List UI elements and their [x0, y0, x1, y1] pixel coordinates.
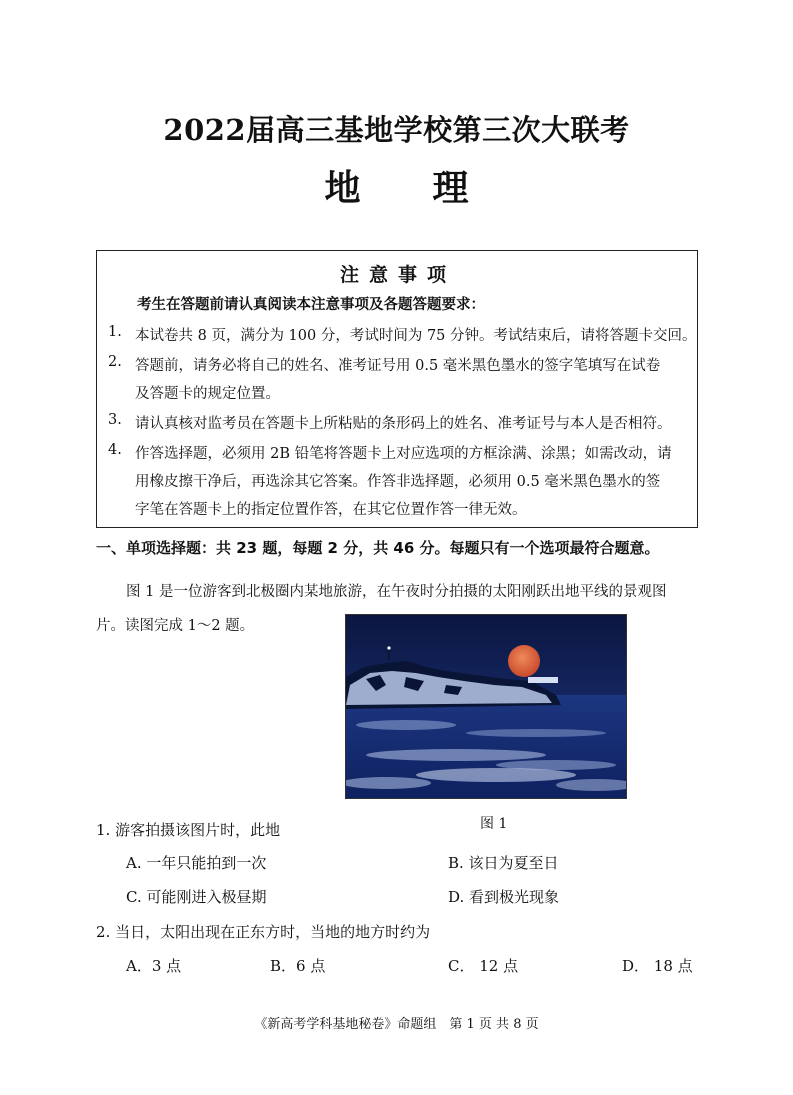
- question-option: B. 该日为夏至日: [448, 854, 559, 872]
- notice-item-text: 及答题卡的规定位置。: [135, 386, 280, 402]
- page-footer: 《新高考学科基地秘卷》命题组 第 1 页 共 8 页: [254, 1017, 539, 1032]
- question-option: A．3 点: [126, 957, 182, 975]
- exam-title: 2022届高三基地学校第三次大联考: [163, 113, 630, 147]
- question-option: D． 18 点: [622, 957, 693, 975]
- question-stem: 1. 游客拍摄该图片时，此地: [96, 821, 281, 839]
- notice-item-number: 1.: [108, 324, 122, 340]
- intro-paragraph-line: 图 1 是一位游客到北极圈内某地旅游，在午夜时分拍摄的太阳刚跃出地平线的景观图: [126, 584, 667, 600]
- question-option: B．6 点: [270, 957, 326, 975]
- notice-item-text: 请认真核对监考员在答题卡上所粘贴的条形码上的姓名、准考证号与本人是否相符。: [135, 416, 672, 432]
- question-option: C． 12 点: [448, 957, 519, 975]
- notice-intro: 考生在答题前请认真阅读本注意事项及各题答题要求：: [137, 296, 485, 313]
- notice-heading: 注意事项: [339, 264, 456, 286]
- notice-item-number: 4.: [108, 442, 122, 458]
- question-option: A. 一年只能拍到一次: [126, 854, 267, 872]
- figure-1-photo: [345, 614, 627, 799]
- notice-item-text: 作答选择题，必须用 2B 铅笔将答题卡上对应选项的方框涂满、涂黑；如需改动，请: [135, 446, 672, 462]
- notice-item-text: 本试卷共 8 页，满分为 100 分，考试时间为 75 分钟。考试结束后，请将答题卡交回。: [135, 328, 697, 344]
- subject-title: 地 理: [324, 167, 469, 209]
- question-stem: 2. 当日，太阳出现在正东方时，当地的地方时约为: [96, 923, 431, 941]
- section-heading: 一、单项选择题：共 23 题，每题 2 分，共 46 分。每题只有一个选项最符合题意。: [96, 539, 660, 557]
- notice-item-number: 3.: [108, 412, 122, 428]
- notice-item-number: 2.: [108, 354, 122, 370]
- arctic-midnight-sun-image: [346, 615, 627, 799]
- intro-paragraph-line: 片。读图完成 1～2 题。: [96, 618, 255, 634]
- notice-box: [96, 250, 698, 528]
- question-option: D. 看到极光现象: [448, 888, 560, 906]
- figure-caption: 图 1: [480, 816, 508, 832]
- notice-item-text: 答题前，请务必将自己的姓名、准考证号用 0.5 毫米黑色墨水的签字笔填写在试卷: [135, 358, 661, 374]
- notice-item-text: 字笔在答题卡上的指定位置作答，在其它位置作答一律无效。: [135, 502, 527, 518]
- question-option: C. 可能刚进入极昼期: [126, 888, 267, 906]
- notice-item-text: 用橡皮擦干净后，再选涂其它答案。作答非选择题，必须用 0.5 毫米黑色墨水的签: [135, 474, 661, 490]
